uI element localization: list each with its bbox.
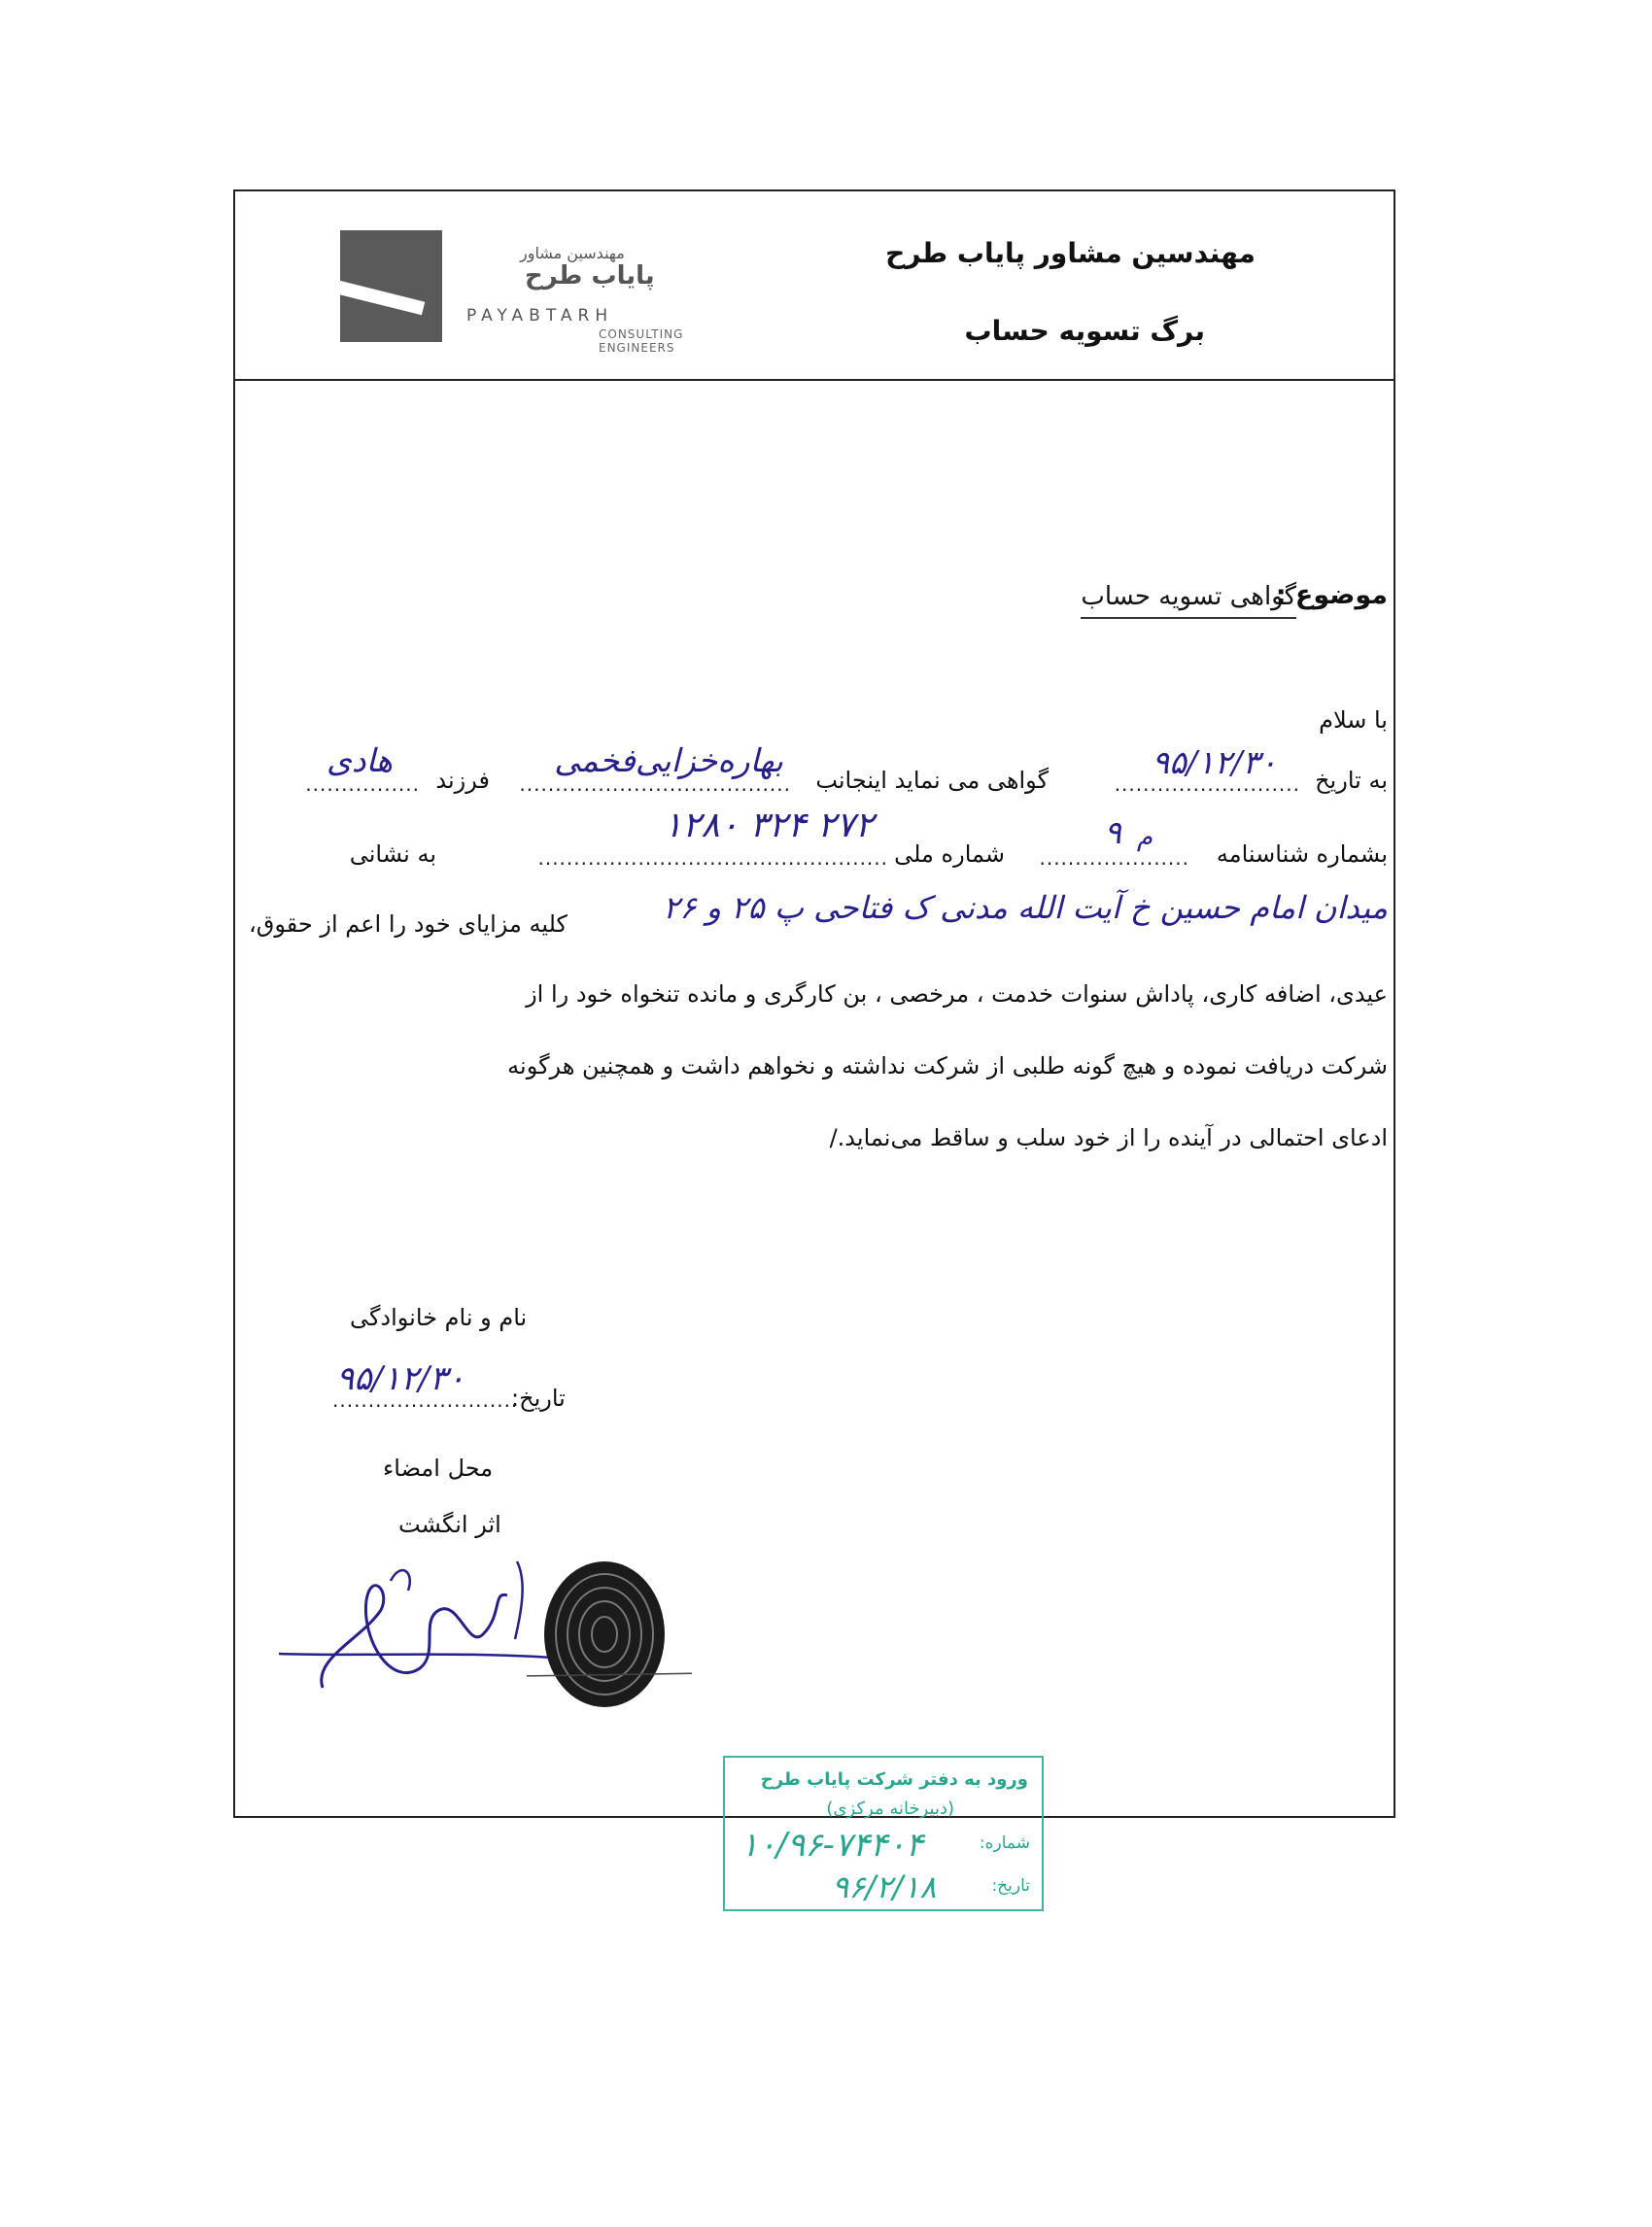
stamp-number-label: شماره: [979, 1833, 1030, 1853]
stamp-date-label: تاریخ: [991, 1876, 1030, 1896]
filled-id-number: ۹ [1104, 813, 1121, 851]
body-l1-a: به تاریخ [1315, 767, 1388, 794]
sign-date-label: تاریخ: [511, 1385, 566, 1412]
letter-sheet: مهندسین مشاور پایاب طرح برگ تسویه حساب مهندسین مشاور پایاب طرح PAYABTARH CONSULTING ENGINEERS موضوع : گواهی تسویه حساب با سلام به تاریخ .......................... ۹۵/۱۲/۳۰ گواهی می نماید اینجانب ...................................... بهاره‌خزایی‌فخمی فرزند ................ هادی بشماره شناسنامه ..................... ۹ م شماره ملی ................................................. ۲۷۲ ۳۲۴ ۱۲۸۰ به نشانی میدان امام حسین خ آیت الله مدنی ک فتاحی پ ۲۵ و ۲۶ کلیه مزایای خود را اعم از حقوق، عیدی، اضافه کاری، پاداش سنوات خدمت ، مرخصی ، بن کارگری و مانده تنخواه خود را از شرکت دریافت نموده و هیچ گونه طلبی از شرکت نداشته و نخواهم داشت و همچنین هرگونه ادعای احتمالی در آینده را از خود سلب و ساقط می‌نماید./ نام و نام خانوادگی ۹۵/۱۲/۳۰ .......................... تاریخ: محل امضاء اثر انگشت ورود به دفتر شرکت پایاب طرح (دبیرخانه مرکزی) شماره: ۱۰/۹۶-۷۴۴۰۴ تاریخ: ۹۶/۲/۱۸ [233, 189, 1395, 1818]
filled-name: بهاره‌خزایی‌فخمی [554, 741, 783, 779]
stamp-number: ۱۰/۹۶-۷۴۴۰۴ [740, 1826, 924, 1865]
logo-fa-small: مهندسین مشاور [520, 244, 625, 262]
body-l6: ادعای احتمالی در آینده را از خود سلب و ساقط می‌نماید./ [829, 1124, 1388, 1151]
body-l5: شرکت دریافت نموده و هیچ گونه طلبی از شرکت نداشته و نخواهم داشت و همچنین هرگونه [507, 1052, 1388, 1079]
subject-value: گواهی تسویه حساب [1081, 582, 1296, 619]
body-l1-b: گواهی می نماید اینجانب [815, 767, 1049, 794]
stamp-date: ۹۶/۲/۱۸ [832, 1868, 937, 1905]
body-l2-b: شماره ملی [894, 840, 1005, 868]
sign-date: ۹۵/۱۲/۳۰ [336, 1359, 465, 1398]
name-label: نام و نام خانوادگی [350, 1304, 528, 1331]
body-l3-end: کلیه مزایای خود را اعم از حقوق، [249, 910, 568, 938]
reception-stamp [723, 1756, 1044, 1911]
body-l1-c: فرزند [435, 767, 490, 794]
filled-address: میدان امام حسین خ آیت الله مدنی ک فتاحی پ ۲۵ و ۲۶ [663, 889, 1388, 926]
filled-date: ۹۵/۱۲/۳۰ [1152, 743, 1277, 781]
letter-header [235, 191, 1394, 381]
filled-national-id: ۲۷۲ ۳۲۴ ۱۲۸۰ [663, 805, 874, 845]
form-title: برگ تسویه حساب [964, 315, 1205, 347]
filled-father: هادی [327, 741, 393, 779]
body-l4: عیدی، اضافه کاری، پاداش سنوات خدمت ، مرخصی ، بن کارگری و مانده تنخواه خود را از [526, 980, 1388, 1008]
body-l2-c: به نشانی [349, 840, 436, 868]
logo-fa: پایاب طرح [525, 261, 655, 291]
logo-en-sub: CONSULTING ENGINEERS [599, 327, 684, 355]
greeting: با سلام [1319, 706, 1388, 734]
fingerprint-icon [527, 1552, 692, 1727]
stamp-line2: (دبیرخانه مرکزی) [826, 1799, 954, 1819]
stamp-line1: ورود به دفتر شرکت پایاب طرح [760, 1769, 1028, 1790]
fingerprint-label: اثر انگشت [398, 1511, 501, 1538]
subject-label: موضوع : [1275, 580, 1388, 610]
body-l2-a: بشماره شناسنامه [1216, 840, 1388, 868]
sign-place-label: محل امضاء [383, 1455, 494, 1482]
logo-mark-icon [340, 230, 442, 342]
company-logo [340, 230, 684, 357]
filled-id-number-suffix: م [1136, 823, 1153, 852]
company-name: مهندسین مشاور پایاب طرح [885, 237, 1256, 269]
logo-en: PAYABTARH [466, 306, 614, 325]
